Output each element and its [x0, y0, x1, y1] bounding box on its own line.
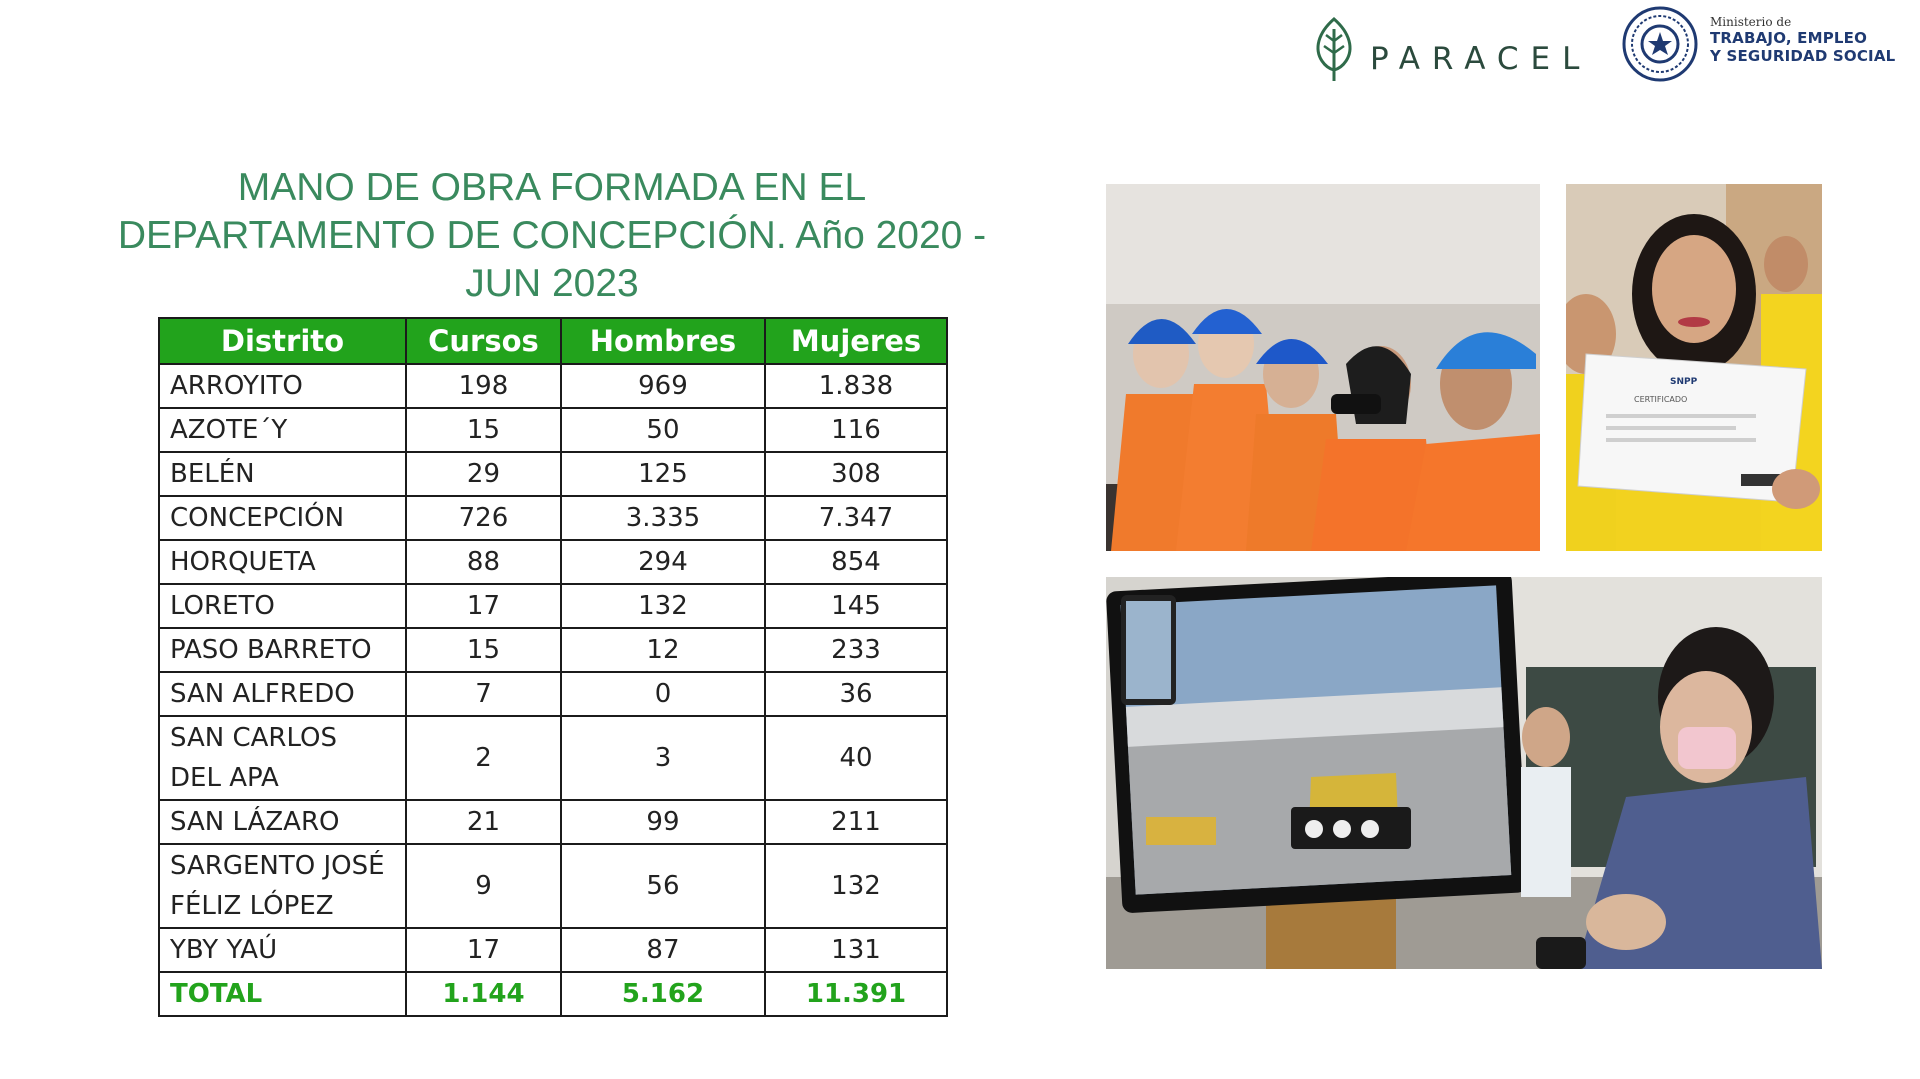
title-line-2: DEPARTAMENTO DE CONCEPCIÓN. Año 2020 -: [117, 214, 987, 257]
photo-certificate-holder: [1566, 184, 1822, 551]
table-row: [159, 584, 947, 628]
mujeres-cell: 854: [765, 540, 947, 584]
district-cell: ARROYITO: [159, 364, 406, 408]
mujeres-cell: 211: [765, 800, 947, 844]
mujeres-cell: 145: [765, 584, 947, 628]
mujeres-cell: 132: [765, 844, 947, 928]
district-cell: AZOTE´Y: [159, 408, 406, 452]
ministry-line-2: TRABAJO, EMPLEO: [1710, 29, 1868, 47]
district-cell: PASO BARRETO: [159, 628, 406, 672]
mujeres-cell: 116: [765, 408, 947, 452]
hombres-cell: 3: [561, 716, 765, 800]
table-row: [159, 672, 947, 716]
mujeres-cell: 36: [765, 672, 947, 716]
district-cell: SAN LÁZARO: [159, 800, 406, 844]
hombres-cell: 294: [561, 540, 765, 584]
district-cell: SARGENTO JOSÉ FÉLIZ LÓPEZ: [159, 844, 406, 928]
cursos-cell: 726: [406, 496, 561, 540]
column-header: Mujeres: [765, 318, 947, 364]
certificate-label: CERTIFICADO: [1634, 395, 1688, 404]
slide-title: [82, 164, 1022, 308]
cursos-cell: 17: [406, 584, 561, 628]
district-cell: SAN ALFREDO: [159, 672, 406, 716]
district-cell: BELÉN: [159, 452, 406, 496]
paracel-logo: [1308, 10, 1608, 86]
leaf-icon: [1308, 15, 1360, 81]
table-row: [159, 628, 947, 672]
brand-name: PARACEL: [1370, 41, 1592, 77]
title-line-3: JUN 2023: [465, 262, 639, 305]
column-header: Cursos: [406, 318, 561, 364]
hombres-cell: 132: [561, 584, 765, 628]
hombres-cell: 56: [561, 844, 765, 928]
mujeres-cell: 1.838: [765, 364, 947, 408]
ministry-logo: [1710, 16, 1920, 64]
hombres-cell: 3.335: [561, 496, 765, 540]
table-body: [159, 364, 947, 1016]
mujeres-cell: 131: [765, 928, 947, 972]
hombres-cell: 50: [561, 408, 765, 452]
cursos-cell: 15: [406, 408, 561, 452]
mujeres-cell: 308: [765, 452, 947, 496]
table-row: [159, 716, 947, 800]
table-row: [159, 800, 947, 844]
cursos-cell: 88: [406, 540, 561, 584]
title-line-1: MANO DE OBRA FORMADA EN EL: [237, 166, 867, 209]
column-header: Distrito: [159, 318, 406, 364]
table-row: [159, 928, 947, 972]
cursos-cell: 17: [406, 928, 561, 972]
cursos-cell: 15: [406, 628, 561, 672]
table-row: [159, 496, 947, 540]
photo-trainees-helmets: [1106, 184, 1540, 551]
mujeres-cell: 7.347: [765, 496, 947, 540]
photo-machinery-simulator: [1106, 577, 1822, 969]
hombres-cell: 125: [561, 452, 765, 496]
mujeres-cell: 11.391: [765, 972, 947, 1016]
table-total-row: [159, 972, 947, 1016]
national-seal-icon: [1622, 6, 1698, 82]
cursos-cell: 29: [406, 452, 561, 496]
district-cell: YBY YAÚ: [159, 928, 406, 972]
hombres-cell: 5.162: [561, 972, 765, 1016]
mujeres-cell: 233: [765, 628, 947, 672]
hombres-cell: 99: [561, 800, 765, 844]
cursos-cell: 7: [406, 672, 561, 716]
table-header-row: [159, 318, 947, 364]
cursos-cell: 198: [406, 364, 561, 408]
district-cell: CONCEPCIÓN: [159, 496, 406, 540]
table-row: [159, 844, 947, 928]
cursos-cell: 9: [406, 844, 561, 928]
hombres-cell: 0: [561, 672, 765, 716]
ministry-line-3: Y SEGURIDAD SOCIAL: [1710, 47, 1896, 65]
table-row: [159, 364, 947, 408]
hombres-cell: 87: [561, 928, 765, 972]
column-header: Hombres: [561, 318, 765, 364]
district-cell: LORETO: [159, 584, 406, 628]
district-table: [158, 317, 948, 1017]
district-cell: TOTAL: [159, 972, 406, 1016]
table-row: [159, 408, 947, 452]
hombres-cell: 969: [561, 364, 765, 408]
cursos-cell: 21: [406, 800, 561, 844]
ministry-line-1: Ministerio de: [1710, 15, 1792, 29]
cursos-cell: 1.144: [406, 972, 561, 1016]
cursos-cell: 2: [406, 716, 561, 800]
table-row: [159, 540, 947, 584]
table-row: [159, 452, 947, 496]
certificate-org: SNPP: [1670, 377, 1698, 387]
district-cell: HORQUETA: [159, 540, 406, 584]
hombres-cell: 12: [561, 628, 765, 672]
district-cell: SAN CARLOS DEL APA: [159, 716, 406, 800]
mujeres-cell: 40: [765, 716, 947, 800]
